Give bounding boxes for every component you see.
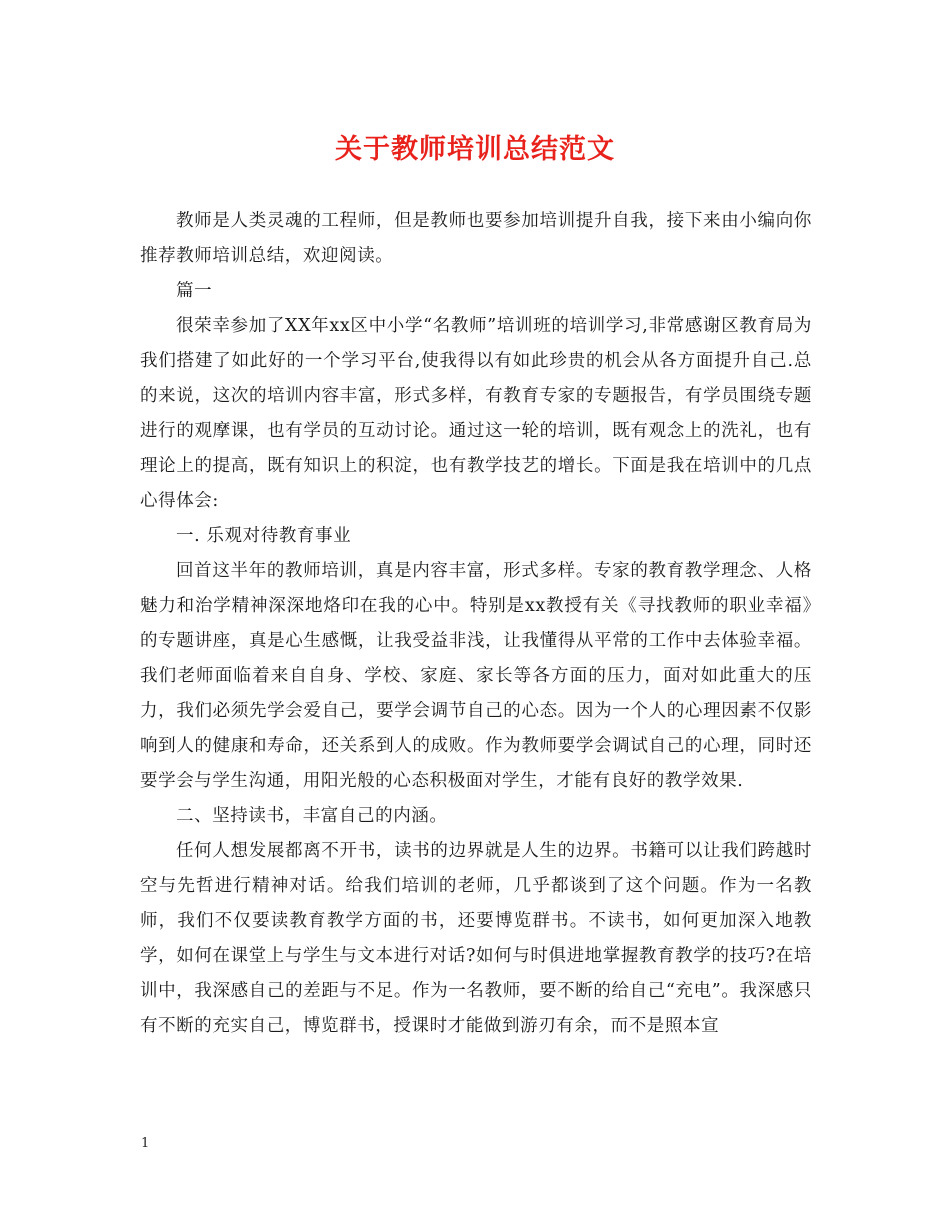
body-paragraph: 任何人想发展都离不开书，读书的边界就是人生的边界。书籍可以让我们跨越时空与先哲进行精神对话。给我们培训的老师，几乎都谈到了这个问题。作为一名教师，我们不仅要读教育教学方面的书，还要博览群书。不读书，如何更加深入地教学，如何在课堂上与学生与文本进行对话?如何与时俱进地掌握教育教学的技巧?在培训中，我深感自己的差距与不足。作为一名教师，要不断的给自己“充电”。我深感只有不断的充实自己，博览群书，授课时才能做到游刃有余，而不是照本宣: [140, 841, 812, 1036]
section-label: 篇一: [176, 281, 213, 301]
page-number: 1: [141, 1136, 150, 1151]
intro-paragraph: 教师是人类灵魂的工程师，但是教师也要参加培训提升自我，接下来由小编向你推荐教师培训总结，欢迎阅读。: [140, 211, 812, 266]
section-heading: 二、坚持读书，丰富自己的内涵。: [176, 806, 448, 826]
document-body: [140, 204, 812, 1044]
body-paragraph: 很荣幸参加了XX年xx区中小学“名教师”培训班的培训学习,非常感谢区教育局为我们搭建了如此好的一个学习平台,使我得以有如此珍贵的机会从各方面提升自己.总的来说，这次的培训内容丰富，形式多样，有教育专家的专题报告，有学员围绕专题进行的观摩课，也有学员的互动讨论。通过这一轮的培训，既有观念上的洗礼，也有理论上的提高，既有知识上的积淀，也有教学技艺的增长。下面是我在培训中的几点心得体会:: [140, 316, 812, 511]
section-heading: 一. 乐观对待教育事业: [176, 526, 352, 546]
body-paragraph: 回首这半年的教师培训，真是内容丰富，形式多样。专家的教育教学理念、人格魅力和治学精神深深地烙印在我的心中。特别是xx教授有关《寻找教师的职业幸福》的专题讲座，真是心生感慨，让我受益非浅，让我懂得从平常的工作中去体验幸福。我们老师面临着来自自身、学校、家庭、家长等各方面的压力，面对如此重大的压力，我们必须先学会爱自己，要学会调节自己的心态。因为一个人的心理因素不仅影响到人的健康和寿命，还关系到人的成败。作为教师要学会调试自己的心理，同时还要学会与学生沟通，用阳光般的心态积极面对学生，才能有良好的教学效果.: [140, 561, 812, 791]
document-title: 关于教师培训总结范文: [335, 134, 615, 165]
